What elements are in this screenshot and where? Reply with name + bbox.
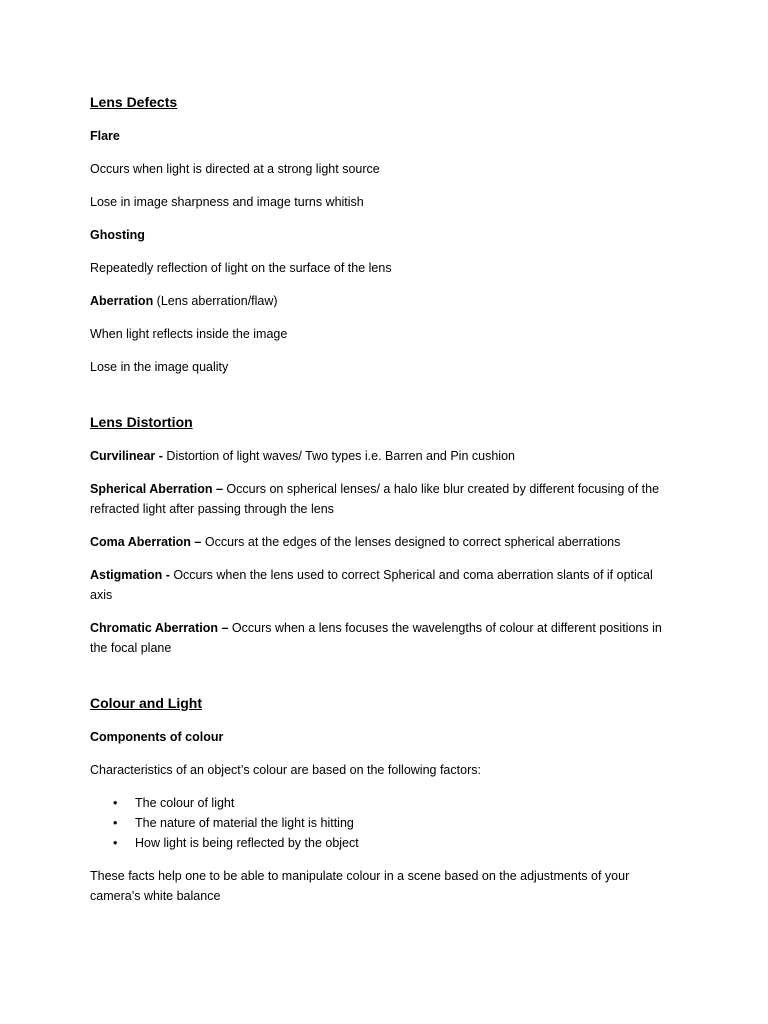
curvilinear-paragraph: [90, 446, 672, 466]
list-item: • The nature of material the light is hitting: [135, 813, 672, 833]
astigmation-term: Astigmation -: [90, 568, 170, 582]
subheading-ghosting: Ghosting: [90, 228, 145, 242]
colour-factors-list: [90, 793, 672, 853]
list-item: • The colour of light: [135, 793, 672, 813]
subheading-components-of-colour: Components of colour: [90, 730, 224, 744]
coma-term: Coma Aberration –: [90, 535, 202, 549]
aberration-note: (Lens aberration/flaw): [153, 294, 278, 308]
flare-line-2: Lose in image sharpness and image turns whitish: [90, 195, 364, 209]
heading-colour-and-light: Colour and Light: [90, 695, 202, 711]
coma-text: Occurs at the edges of the lenses designed to correct spherical aberrations: [201, 535, 621, 549]
colour-closing: These facts help one to be able to manipulate colour in a scene based on the adjustments of your camera’s white balance: [90, 869, 630, 903]
spherical-term: Spherical Aberration –: [90, 482, 223, 496]
astigmation-text: Occurs when the lens used to correct Spherical and coma aberration slants of if optical axis: [90, 568, 653, 602]
chromatic-term: Chromatic Aberration –: [90, 621, 229, 635]
subheading-aberration: Aberration: [90, 294, 154, 308]
spherical-paragraph: [90, 479, 672, 519]
subheading-flare: Flare: [90, 129, 120, 143]
flare-line-1: Occurs when light is directed at a strong light source: [90, 162, 380, 176]
ghosting-line-1: Repeatedly reflection of light on the surface of the lens: [90, 261, 392, 275]
chromatic-paragraph: [90, 618, 672, 658]
curvilinear-term: Curvilinear -: [90, 449, 163, 463]
astigmation-paragraph: [90, 565, 672, 605]
chromatic-text: Occurs when a lens focuses the wavelengths of colour at different positions in the focal plane: [90, 621, 662, 655]
heading-lens-defects: Lens Defects: [90, 94, 178, 110]
spherical-text: Occurs on spherical lenses/ a halo like blur created by different focusing of the refracted light after passing through the lens: [90, 482, 660, 516]
aberration-line-2: Lose in the image quality: [90, 360, 229, 374]
colour-intro: Characteristics of an object’s colour are based on the following factors:: [90, 763, 481, 777]
coma-paragraph: [90, 532, 672, 552]
aberration-paragraph: [90, 291, 672, 311]
list-item: • How light is being reflected by the object: [135, 833, 672, 853]
aberration-line-1: When light reflects inside the image: [90, 327, 288, 341]
heading-lens-distortion: Lens Distortion: [90, 414, 193, 430]
curvilinear-text: Distortion of light waves/ Two types i.e. Barren and Pin cushion: [162, 449, 515, 463]
